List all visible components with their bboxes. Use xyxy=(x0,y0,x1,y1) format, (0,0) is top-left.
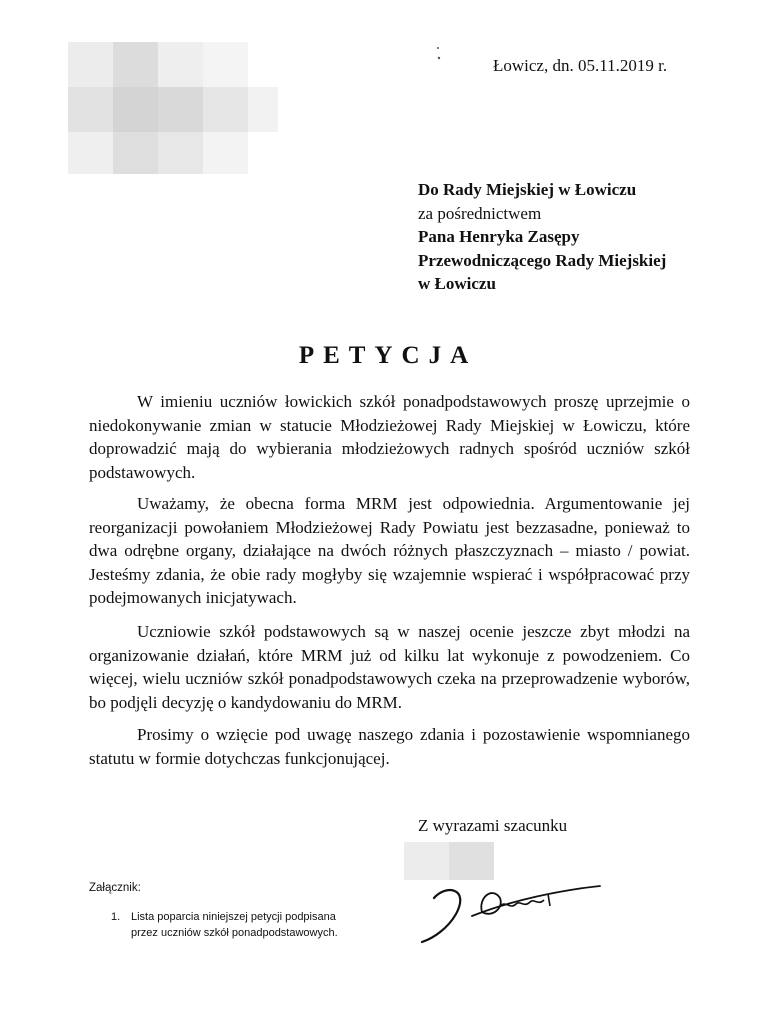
body-paragraph-3: Uczniowie szkół podstawowych są w naszej ocenie jeszcze zbyt młodzi na organizowanie działań, które MRM już od kilku lat wykonuje z powodzeniem. Co więcej, wielu uczniów szkół ponadpodstawowych czeka na przeprowadzenie wyborów, bo podjęli decyzję o kandydowaniu do MRM. xyxy=(89,622,690,712)
attachment-list-item xyxy=(111,909,361,941)
signature-icon xyxy=(412,876,612,946)
addressee-line: Do Rady Miejskiej w Łowiczu xyxy=(418,180,637,199)
redacted-name-block xyxy=(404,842,494,880)
addressee-line: Przewodniczącego Rady Miejskiej xyxy=(418,250,667,270)
addressee-block xyxy=(418,178,666,296)
place-date: Łowicz, dn. 05.11.2019 r. xyxy=(493,56,668,75)
addressee-line: w Łowiczu xyxy=(418,274,496,293)
attachment-item-text: Lista poparcia niniejszej petycji podpisana przez uczniów szkół ponadpodstawowych. xyxy=(131,911,338,939)
closing-phrase: Z wyrazami szacunku xyxy=(418,816,568,835)
document-title: PETYCJA xyxy=(298,342,478,369)
body-paragraph-2: Uważamy, że obecna forma MRM jest odpowiednia. Argumentowanie jej reorganizacji powołaniem Młodzieżowej Rady Powiatu jest bezzasadne, ponieważ to dwa odrębne organy, działające na dwóch różnych płaszczyznach – miasto / powiat. Jesteśmy zdania, że obie rady mogłyby się wzajemnie wspierać i współpracować przy podejmowanych inicjatywach. xyxy=(89,494,690,607)
redacted-sender-block xyxy=(68,42,278,174)
addressee-line: za pośrednictwem xyxy=(418,203,542,223)
scan-speck-icon xyxy=(434,44,444,64)
attachment-item-number: 1. xyxy=(111,911,121,923)
body-paragraph-1: W imieniu uczniów łowickich szkół ponadpodstawowych proszę uprzejmie o niedokonywanie zmian w statucie Młodzieżowej Rady Miejskiej w Łowiczu, które doprowadzić mają do wybierania młodzieżowych radnych spośród uczniów szkół podstawowych. xyxy=(89,392,690,482)
addressee-line: Pana Henryka Zasępy xyxy=(418,227,580,246)
attachment-label: Załącznik: xyxy=(89,882,141,894)
body-paragraph-4: Prosimy o wzięcie pod uwagę naszego zdania i pozostawienie wspomnianego statutu w formie dotychczas funkcjonującej. xyxy=(89,725,690,768)
